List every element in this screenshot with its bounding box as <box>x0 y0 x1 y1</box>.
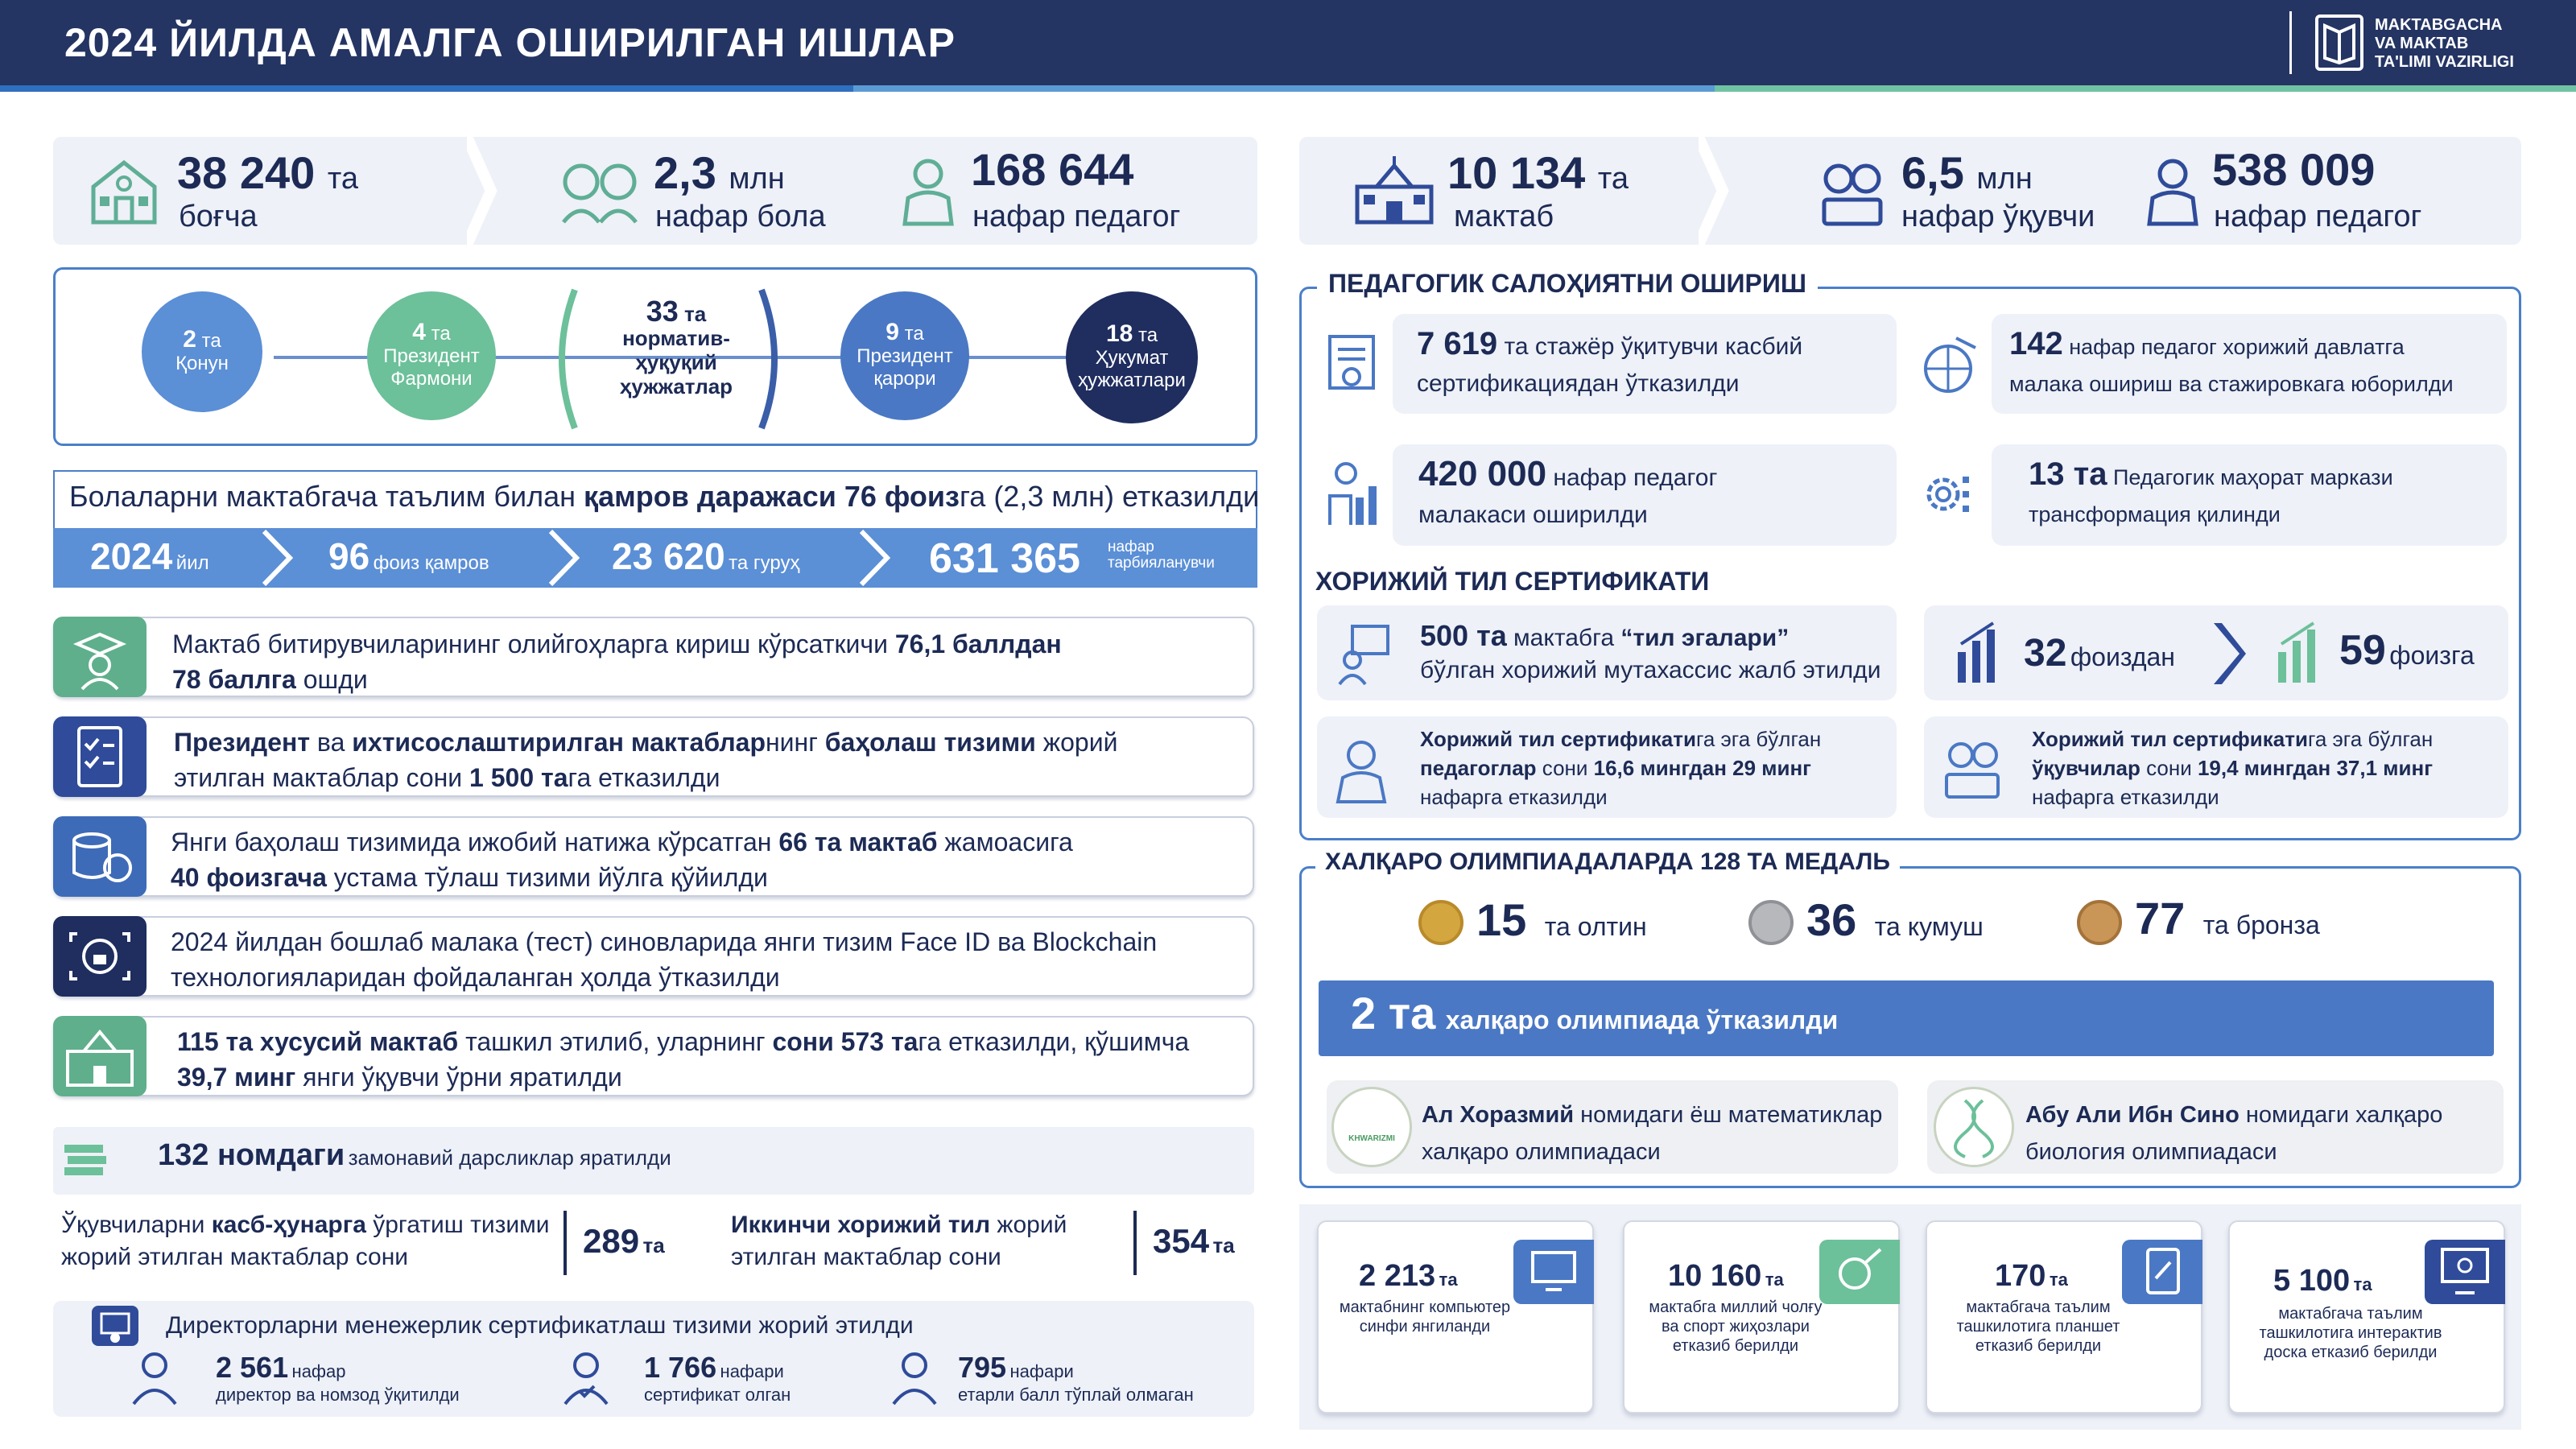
lang-card-3-text: Хорижий тил сертификатига эга бўлган педагоглар сони 16,6 мингдан 29 минг нафарга етказилди <box>1420 727 1822 809</box>
header-bar <box>0 0 2576 90</box>
chevron-divider <box>1699 137 1747 245</box>
faceid-icon <box>53 916 147 997</box>
teacher-icon <box>900 155 956 231</box>
indicator-groups: 23 620 та гуруҳ <box>612 535 800 577</box>
children-count: 2,3 <box>654 147 716 198</box>
preschool-teachers-count: 168 644 <box>971 144 1134 195</box>
children-icon <box>555 155 644 231</box>
bronze-medal-icon <box>2077 900 2122 945</box>
foreign-language-text: Иккинчи хорижий тил жорий этилган мактаблар сони <box>731 1212 1067 1270</box>
doc-president-decree: 4 та Президент Фармони <box>367 291 496 420</box>
computer-count: 2 213 та <box>1359 1259 1458 1293</box>
bronze-count: 77 та бронза <box>2135 893 2320 943</box>
school-teachers-count: 538 009 <box>2212 144 2376 195</box>
graduate-icon <box>53 617 147 697</box>
kindergarten-count: 38 240 <box>177 147 316 198</box>
music-sport-label: мактабга миллий чолғу ва спорт жиҳозлари етказиб берилди <box>1649 1298 1823 1355</box>
checklist-icon <box>53 716 147 797</box>
certificate-icon <box>92 1306 138 1346</box>
preschool-teachers-label: нафар педагог <box>972 200 1181 233</box>
gear-icon <box>1916 462 1980 530</box>
indicator-pupils: 631 365 <box>929 535 1080 582</box>
doc-law: 2 та Қонун <box>142 291 262 412</box>
directors-trained: 2 561 нафар директор ва номзод ўқитилди <box>216 1351 460 1405</box>
board-label: мактабгача таълим ташкилотига интерактив доска етказиб берилди <box>2259 1305 2442 1361</box>
pupils-icon <box>1816 158 1889 231</box>
vocational-text: Ўқувчиларни касб-ҳунарга ўргатиш тизими жорий этилган мактаблар сони <box>61 1212 550 1270</box>
lang-card-4-text: Хорижий тил сертификатига эга бўлган ўқувчилар сони 19,4 мингдан 37,1 минг нафарга етказилди <box>2032 727 2434 809</box>
page-title: 2024 ЙИЛДА АМАЛГА ОШИРИЛГАН ИШЛАР <box>64 20 956 65</box>
pupils-label: нафар ўқувчи <box>1901 200 2095 233</box>
teacher-icon <box>2145 155 2201 231</box>
dna-logo-icon <box>1934 1087 2014 1167</box>
row-text-1: Мактаб битирувчиларининг олийгоҳларга кириш кўрсаткичи 76,1 баллдан 78 баллга ошди <box>172 630 1062 694</box>
tablet-count: 170 та <box>1995 1259 2068 1293</box>
ministry-logo-text: MAKTABGACHA VA MAKTAB TA'LIMI VAZIRLIGI <box>2375 16 2514 71</box>
lang-growth-to: 59 фоизга <box>2339 627 2475 674</box>
indicator-pupils-unit: нафар тарбияланувчи <box>1108 539 1215 572</box>
preschool-coverage-text: Болаларни мактабгача таълим билан қамров даражаси 76 фоизга (2,3 млн) етказилди <box>69 480 1260 513</box>
tablet-icon <box>2122 1240 2202 1304</box>
music-sport-count: 10 160 та <box>1668 1259 1784 1293</box>
directors-certified: 1 766 нафари сертификат олган <box>644 1351 791 1405</box>
computer-icon <box>1513 1240 1594 1304</box>
books-icon <box>61 1140 109 1184</box>
school-count: 10 134 <box>1447 147 1586 198</box>
ped-card-3-text: 420 000 нафар педагог малакаси оширилди <box>1418 454 1718 528</box>
music-sport-icon <box>1819 1240 1900 1304</box>
private-school-icon <box>53 1016 147 1096</box>
kindergarten-icon <box>85 155 163 231</box>
khwarizmi-text: Ал Хоразмий номидаги ёш математиклар халқаро олимпиадаси <box>1422 1102 1883 1165</box>
directors-title: Директорларни менежерлик сертификатлаш тизими жорий этилди <box>166 1312 914 1339</box>
vocational-count: 289 та <box>583 1222 665 1260</box>
olympiad-title: ХАЛҚАРО ОЛИМПИАДАЛАРДА 128 ТА МЕДАЛЬ <box>1315 848 1900 876</box>
school-label: мактаб <box>1454 200 1554 233</box>
bars-up-icon <box>2273 620 2330 688</box>
computer-label: мактабнинг компьютер синфи янгиланди <box>1339 1298 1511 1335</box>
students-icon <box>1940 736 2004 804</box>
header-divider <box>2289 11 2292 74</box>
row-text-4: 2024 йилдан бошлаб малака (тест) синовларида янги тизим Face ID ва Blockchain технологияларидан фойдаланган ҳолда ўтказилди <box>171 927 1158 992</box>
arrow-right-icon <box>2211 620 2246 687</box>
indicator-year: 2024 йил <box>90 535 209 577</box>
row-text-2: Президент ва ихтисослаштирилган мактабларнинг баҳолаш тизими жорий этилган мактаблар сони 1 500 тага етказилди <box>174 728 1118 792</box>
failed-icon <box>889 1349 940 1410</box>
textbooks-text: 132 номдаги замонавий дарсликлар яратилди <box>158 1138 671 1172</box>
woman-teacher-icon <box>1333 736 1389 807</box>
indicator-coverage: 96 фоиз қамров <box>328 535 489 577</box>
pedagogical-title: ПЕДАГОГИК САЛОҲИЯТНИ ОШИРИШ <box>1317 269 1818 299</box>
school-teachers-label: нафар педагог <box>2214 200 2422 233</box>
olympiads-held-text: 2 та халқаро олимпиада ўтказилди <box>1351 988 1839 1038</box>
school-icon <box>1352 155 1436 231</box>
certified-icon <box>560 1349 612 1410</box>
bars-up-icon <box>1953 620 2009 688</box>
doc-normative: 33 та норматив-ҳуқуқий ҳужжатлар <box>619 295 733 398</box>
book-logo-icon <box>2315 14 2363 71</box>
gold-count: 15 та олтин <box>1476 894 1647 945</box>
board-count: 5 100 та <box>2273 1264 2372 1298</box>
row-text-3: Янги баҳолаш тизимида ижобий натижа кўрсатган 66 та мактаб жамоасига 40 фоизгача устама тўлаш тизими йўлга қўйилди <box>171 828 1073 892</box>
foreign-language-count: 354 та <box>1153 1222 1235 1260</box>
children-label: нафар бола <box>655 200 826 233</box>
diploma-icon <box>1323 332 1380 403</box>
ped-card-1-text: 7 619 та стажёр ўқитувчи касбий сертификациядан ўтказилди <box>1417 326 1803 397</box>
lang-card-1-text: 500 та мактабга “тил эгалари” бўлган хорижий мутахассис жалб этилди <box>1420 619 1881 683</box>
khwarizmi-logo: KHWARIZMI <box>1331 1087 1412 1167</box>
kindergarten-label: боғча <box>179 200 258 233</box>
globe-plane-icon <box>1916 332 1980 403</box>
director-icon <box>129 1349 180 1410</box>
ped-card-2-text: 142 нафар педагог хорижий давлатга малака ошириш ва стажировкага юборилди <box>2009 326 2454 396</box>
doc-government: 18 та Ҳукумат ҳужжатлари <box>1066 291 1198 423</box>
pupils-count: 6,5 <box>1901 147 1964 198</box>
silver-medal-icon <box>1748 900 1794 945</box>
language-title: ХОРИЖИЙ ТИЛ СЕРТИФИКАТИ <box>1315 567 1710 596</box>
coins-icon <box>53 816 147 897</box>
tablet-label: мактабгача таълим ташкилотига планшет етказиб берилди <box>1956 1298 2120 1355</box>
lang-growth-from: 32 фоиздан <box>2024 632 2175 675</box>
silver-count: 36 та кумуш <box>1806 894 1984 945</box>
presenter-icon <box>1336 621 1393 690</box>
gold-medal-icon <box>1418 900 1463 945</box>
board-icon <box>2425 1240 2505 1304</box>
doc-president-resolution: 9 та Президент қарори <box>840 291 969 420</box>
ibn-sino-text: Абу Али Ибн Сино номидаги халқаро биология олимпиадаси <box>2025 1102 2443 1165</box>
row-text-5: 115 та хусусий мактаб ташкил этилиб, уларнинг сони 573 тага етказилди, қўшимча 39,7 минг янги ўқувчи ўрни яратилди <box>177 1027 1190 1092</box>
directors-failed: 795 нафари етарли балл тўплай олмаган <box>958 1351 1194 1405</box>
chevron-divider <box>467 137 515 245</box>
growth-icon <box>1323 457 1388 532</box>
ped-card-4-text: 13 та Педагогик маҳорат маркази трансформация қилинди <box>2029 456 2393 526</box>
